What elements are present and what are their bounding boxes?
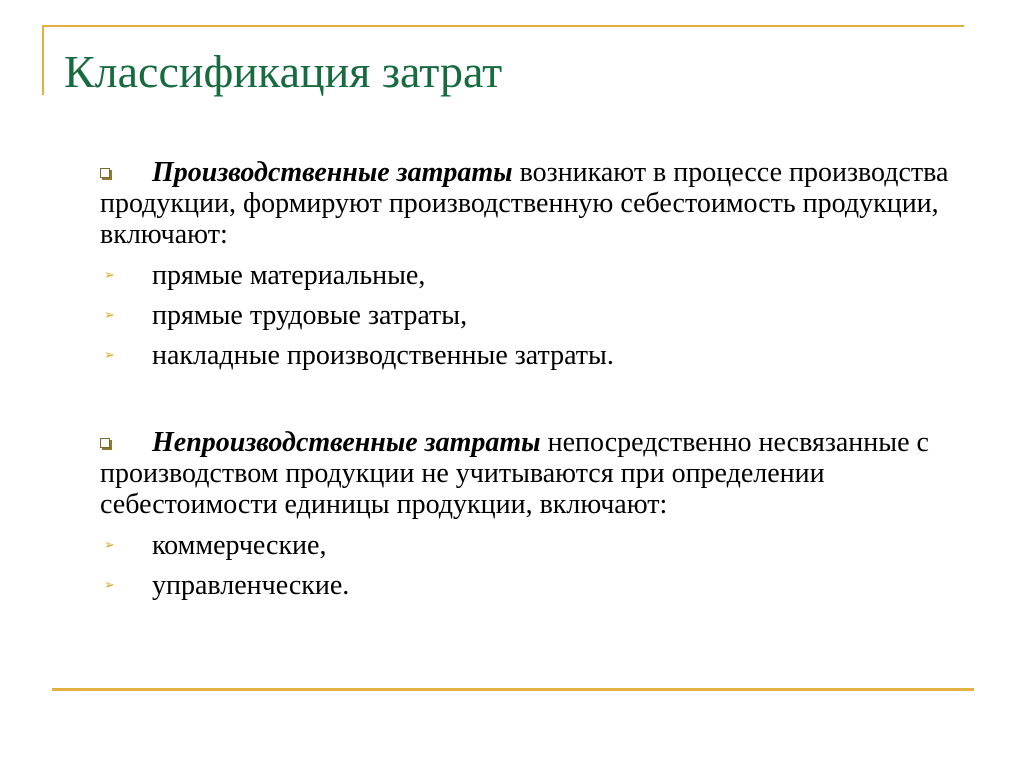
arrow-bullet-icon: ➢ (104, 538, 115, 553)
top-accent-line (42, 25, 964, 27)
list-item (100, 260, 980, 291)
section-text: возникают в процессе производства продукции, формируют производственную себестоимость продукции, включают: (100, 157, 949, 250)
arrow-bullet-icon: ➢ (104, 308, 115, 323)
list-item-label: прямые материальные, (152, 260, 426, 291)
arrow-bullet-icon: ➢ (104, 268, 115, 283)
section-production-costs (100, 157, 980, 250)
arrow-bullet-icon: ➢ (104, 348, 115, 363)
list-item-label: управленческие. (152, 570, 350, 601)
list-item-label: накладные производственные затраты. (152, 340, 614, 371)
term-nonproduction-costs: Непроизводственные затраты (152, 427, 541, 458)
bottom-accent-line (52, 688, 974, 691)
square-bullet-icon (100, 427, 152, 458)
arrow-bullet-icon: ➢ (104, 578, 115, 593)
square-bullet-icon (100, 157, 152, 188)
list-item-label: коммерческие, (152, 530, 327, 561)
section-text: непосредственно несвязанные с производством продукции не учитываются при определении себестоимости единицы продукции, включают: (100, 427, 929, 520)
term-production-costs: Производственные затраты (152, 157, 513, 188)
slide-title: Классификация затрат (64, 46, 503, 97)
list-item (100, 340, 980, 371)
section-nonproduction-costs (100, 427, 980, 520)
list-item (100, 300, 980, 331)
list-item (100, 570, 980, 601)
list-item-label: прямые трудовые затраты, (152, 300, 468, 331)
left-accent-line (42, 25, 44, 95)
slide-content (100, 157, 980, 601)
list-item (100, 530, 980, 561)
